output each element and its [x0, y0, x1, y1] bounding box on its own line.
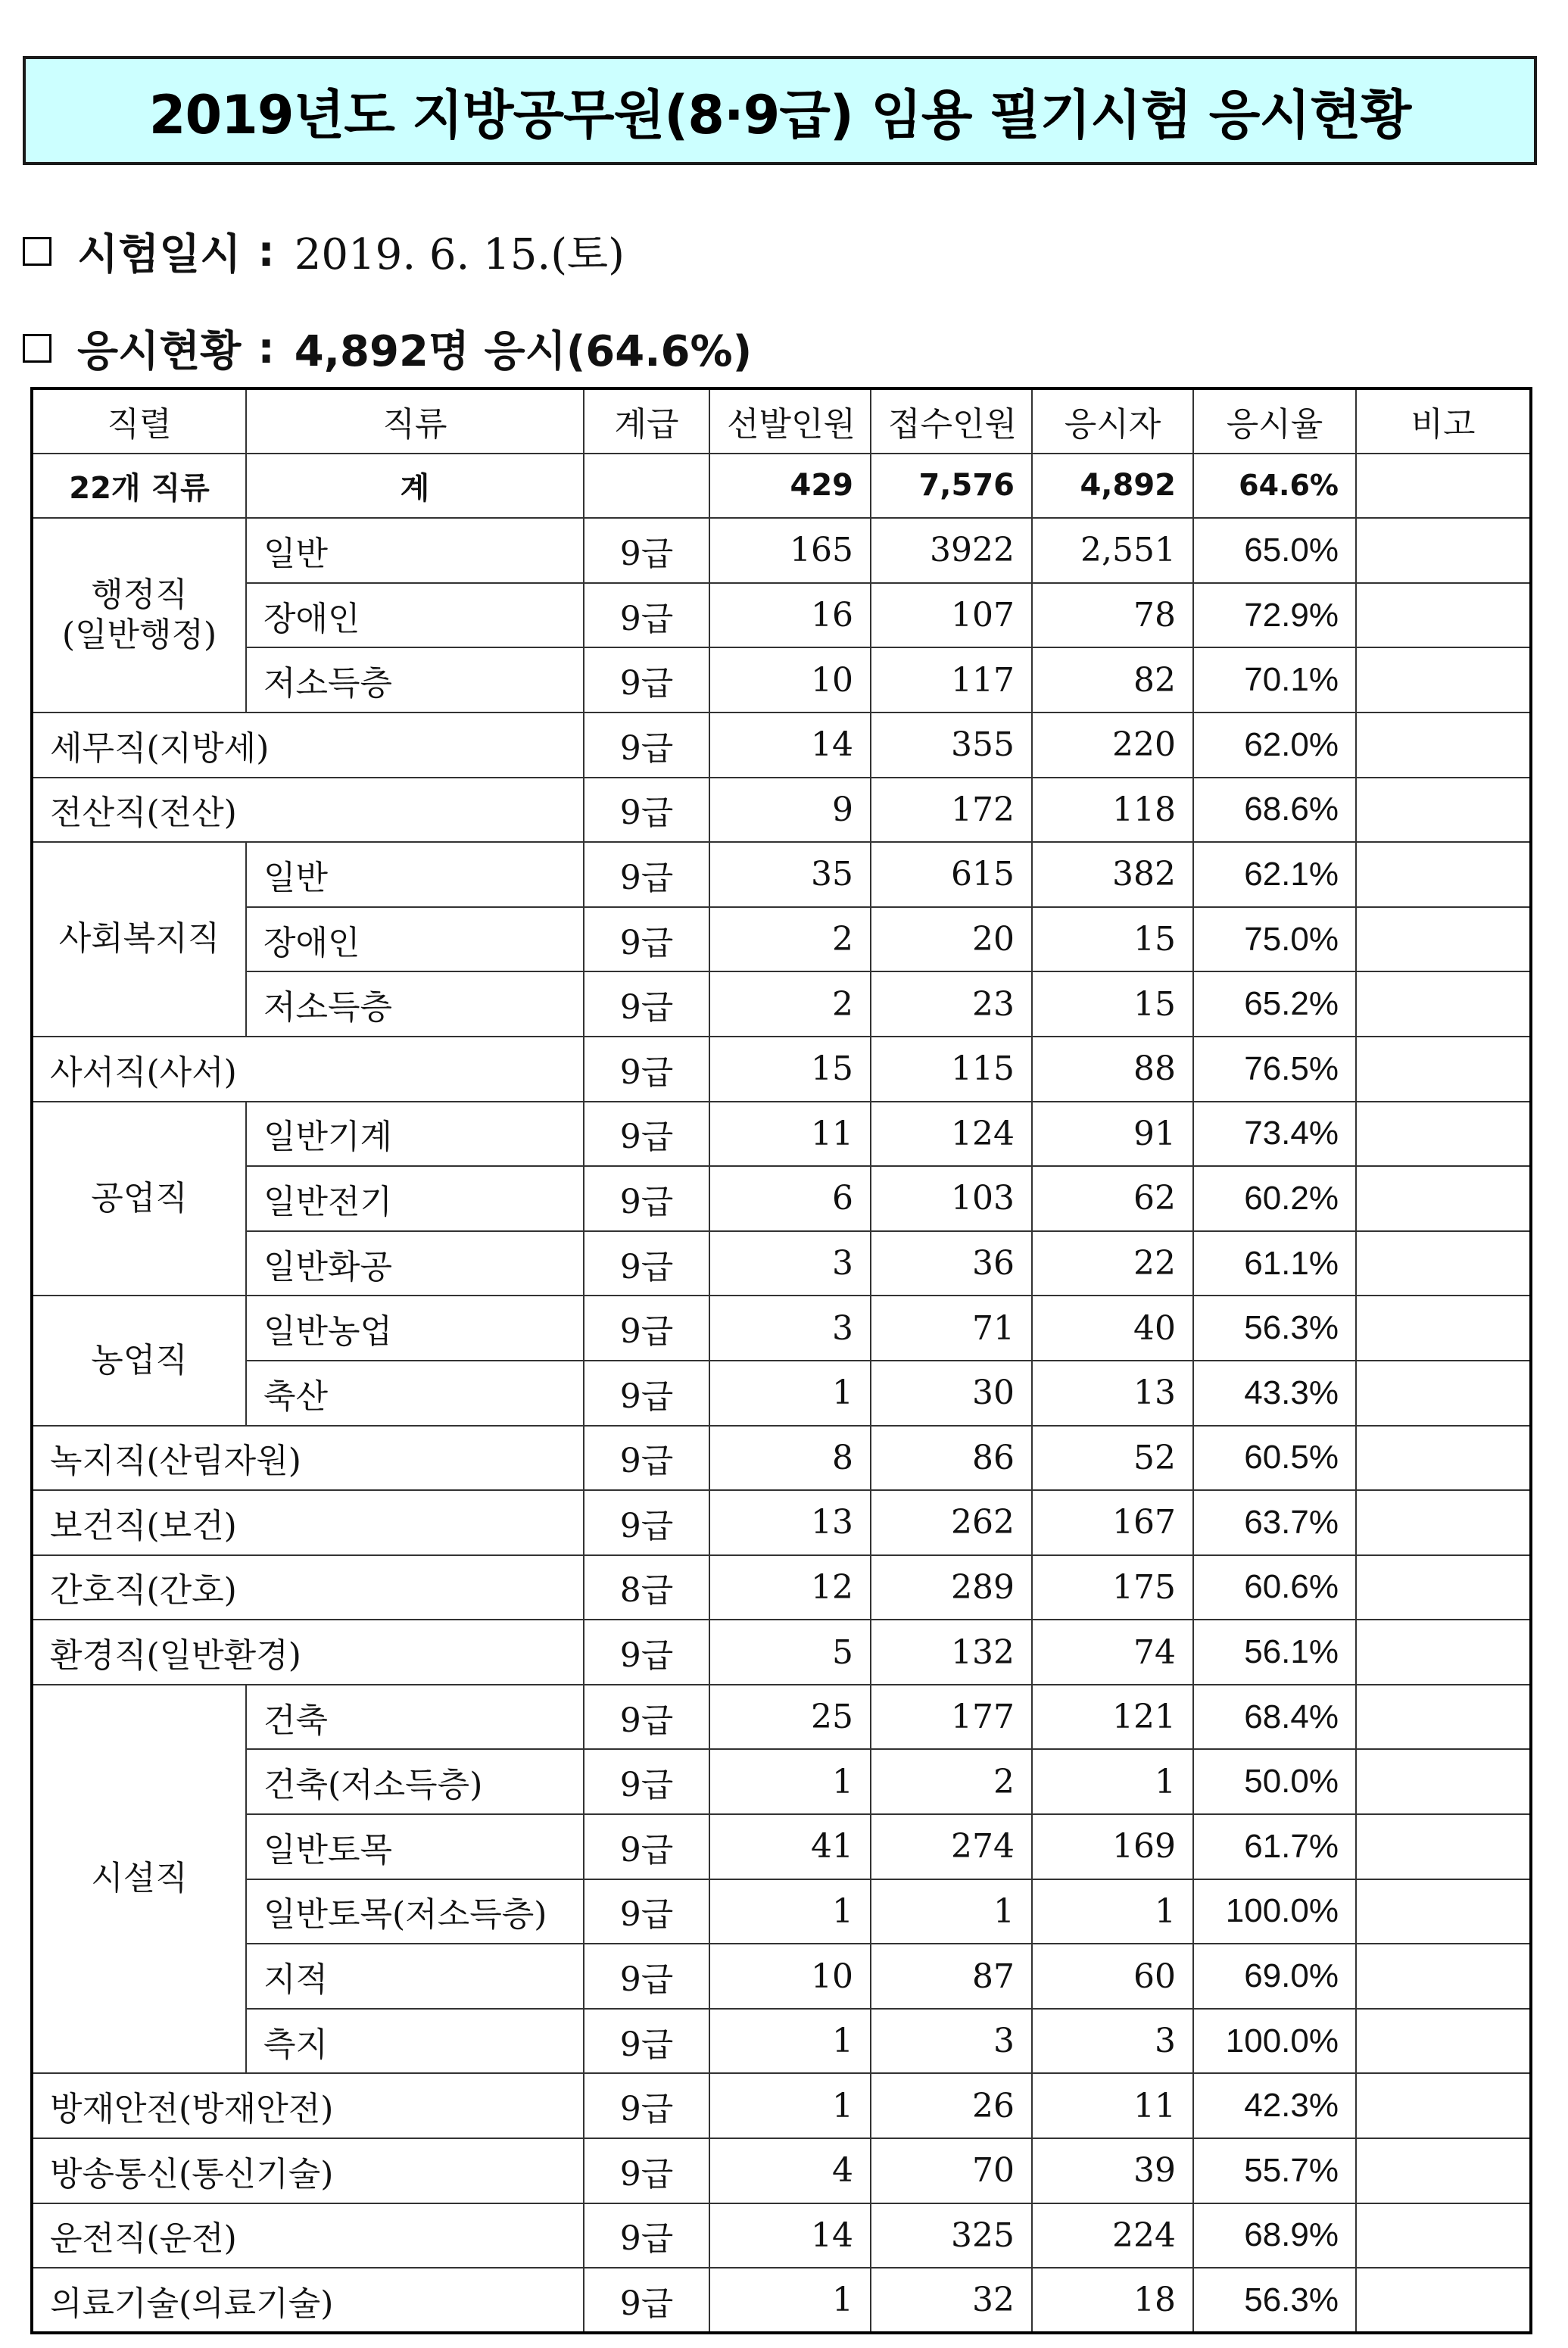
series-class-cell: 환경직(일반환경): [32, 1620, 584, 1685]
rate-cell: 56.3%: [1193, 2268, 1356, 2333]
rate-cell: 50.0%: [1193, 1749, 1356, 1814]
selected-cell: 41: [709, 1814, 871, 1879]
rate-cell: 72.9%: [1193, 583, 1356, 648]
selected-cell: 13: [709, 1490, 871, 1555]
total-note-cell: [1356, 454, 1531, 519]
applied-cell: 115: [871, 1037, 1032, 1102]
note-cell: [1356, 1944, 1531, 2009]
class-cell: 장애인: [246, 583, 584, 648]
note-cell: [1356, 842, 1531, 907]
column-header: 응시자: [1032, 388, 1193, 454]
examinees-cell: 169: [1032, 1814, 1193, 1879]
grade-cell: 9급: [584, 1231, 709, 1296]
total-examinees-cell: 4,892: [1032, 454, 1193, 519]
selected-cell: 1: [709, 2073, 871, 2138]
rate-cell: 76.5%: [1193, 1037, 1356, 1102]
applied-cell: 3: [871, 2009, 1032, 2074]
note-cell: [1356, 518, 1531, 583]
examinees-cell: 88: [1032, 1037, 1193, 1102]
selected-cell: 4: [709, 2138, 871, 2203]
class-cell: 축산: [246, 1361, 584, 1426]
note-cell: [1356, 1166, 1531, 1231]
applied-cell: 3922: [871, 518, 1032, 583]
total-series-cell: 22개 직류: [32, 454, 246, 519]
examinees-cell: 91: [1032, 1102, 1193, 1167]
selected-cell: 2: [709, 971, 871, 1037]
rate-cell: 100.0%: [1193, 1879, 1356, 1944]
note-cell: [1356, 1879, 1531, 1944]
grade-cell: 9급: [584, 842, 709, 907]
applied-cell: 289: [871, 1555, 1032, 1620]
applied-cell: 117: [871, 647, 1032, 713]
exam-status-label: 응시현황: [77, 327, 242, 376]
table-row: [32, 1944, 1531, 2009]
table-row: [32, 907, 1531, 972]
table-row: [32, 1620, 1531, 1685]
rate-cell: 60.2%: [1193, 1166, 1356, 1231]
note-cell: [1356, 1814, 1531, 1879]
grade-cell: 8급: [584, 1555, 709, 1620]
applied-cell: 1: [871, 1879, 1032, 1944]
note-cell: [1356, 713, 1531, 778]
applied-cell: 26: [871, 2073, 1032, 2138]
selected-cell: 1: [709, 2009, 871, 2074]
series-cell: 행정직 (일반행정): [32, 518, 246, 713]
selected-cell: 165: [709, 518, 871, 583]
rate-cell: 65.0%: [1193, 518, 1356, 583]
grade-cell: 9급: [584, 2268, 709, 2333]
note-cell: [1356, 1620, 1531, 1685]
grade-cell: 9급: [584, 1296, 709, 1361]
total-class-cell: 계: [246, 454, 584, 519]
examinees-cell: 1: [1032, 1749, 1193, 1814]
examinees-cell: 82: [1032, 647, 1193, 713]
table-row: [32, 1231, 1531, 1296]
selected-cell: 12: [709, 1555, 871, 1620]
grade-cell: 9급: [584, 2009, 709, 2074]
examinees-cell: 167: [1032, 1490, 1193, 1555]
examinees-cell: 220: [1032, 713, 1193, 778]
class-cell: 측지: [246, 2009, 584, 2074]
grade-cell: 9급: [584, 1879, 709, 1944]
table-row: [32, 518, 1531, 583]
examinees-cell: 15: [1032, 971, 1193, 1037]
examinees-cell: 118: [1032, 778, 1193, 843]
grade-cell: 9급: [584, 2073, 709, 2138]
class-cell: 일반: [246, 518, 584, 583]
rate-cell: 70.1%: [1193, 647, 1356, 713]
grade-cell: 9급: [584, 1037, 709, 1102]
examinees-cell: 52: [1032, 1426, 1193, 1491]
series-class-cell: 녹지직(산림자원): [32, 1426, 584, 1491]
series-class-cell: 세무직(지방세): [32, 713, 584, 778]
class-cell: 일반: [246, 842, 584, 907]
examinees-cell: 13: [1032, 1361, 1193, 1426]
table-row: [32, 1749, 1531, 1814]
applied-cell: 177: [871, 1685, 1032, 1750]
series-class-cell: 방송통신(통신기술): [32, 2138, 584, 2203]
column-header: 직류: [246, 388, 584, 454]
grade-cell: 9급: [584, 2138, 709, 2203]
title-box: [23, 56, 1537, 165]
rate-cell: 63.7%: [1193, 1490, 1356, 1555]
applied-cell: 2: [871, 1749, 1032, 1814]
table-row: [32, 1166, 1531, 1231]
grade-cell: 9급: [584, 1361, 709, 1426]
selected-cell: 1: [709, 2268, 871, 2333]
examinees-cell: 78: [1032, 583, 1193, 648]
selected-cell: 3: [709, 1231, 871, 1296]
table-row: [32, 1555, 1531, 1620]
exam-date-value: 2019. 6. 15.(토): [294, 230, 625, 279]
selected-cell: 14: [709, 713, 871, 778]
note-cell: [1356, 1102, 1531, 1167]
note-cell: [1356, 907, 1531, 972]
grade-cell: 9급: [584, 583, 709, 648]
class-cell: 장애인: [246, 907, 584, 972]
selected-cell: 6: [709, 1166, 871, 1231]
selected-cell: 5: [709, 1620, 871, 1685]
applied-cell: 70: [871, 2138, 1032, 2203]
rate-cell: 56.1%: [1193, 1620, 1356, 1685]
total-row: [32, 454, 1531, 519]
series-class-cell: 운전직(운전): [32, 2203, 584, 2268]
table-header-row: [32, 388, 1531, 454]
column-header: 직렬: [32, 388, 246, 454]
grade-cell: 9급: [584, 778, 709, 843]
rate-cell: 61.7%: [1193, 1814, 1356, 1879]
exam-status-value: 4,892명 응시(64.6%): [294, 327, 753, 376]
grade-cell: 9급: [584, 1620, 709, 1685]
table-row: [32, 842, 1531, 907]
table-row: [32, 2268, 1531, 2333]
class-cell: 건축(저소득층): [246, 1749, 584, 1814]
grade-cell: 9급: [584, 907, 709, 972]
class-cell: 일반전기: [246, 1166, 584, 1231]
exam-date-label: 시험일시: [77, 230, 242, 279]
note-cell: [1356, 1749, 1531, 1814]
note-cell: [1356, 2268, 1531, 2333]
applied-cell: 355: [871, 713, 1032, 778]
examinees-cell: 382: [1032, 842, 1193, 907]
series-cell: 농업직: [32, 1296, 246, 1425]
note-cell: [1356, 1426, 1531, 1491]
note-cell: [1356, 778, 1531, 843]
grade-cell: 9급: [584, 1166, 709, 1231]
grade-cell: 9급: [584, 1685, 709, 1750]
total-selected-cell: 429: [709, 454, 871, 519]
applied-cell: 87: [871, 1944, 1032, 2009]
rate-cell: 60.6%: [1193, 1555, 1356, 1620]
series-class-cell: 방재안전(방재안전): [32, 2073, 584, 2138]
applied-cell: 86: [871, 1426, 1032, 1491]
grade-cell: 9급: [584, 1426, 709, 1491]
class-cell: 일반토목(저소득층): [246, 1879, 584, 1944]
exam-status-table: [30, 387, 1532, 2334]
examinees-cell: 11: [1032, 2073, 1193, 2138]
rate-cell: 100.0%: [1193, 2009, 1356, 2074]
rate-cell: 60.5%: [1193, 1426, 1356, 1491]
column-header: 접수인원: [871, 388, 1032, 454]
applied-cell: 36: [871, 1231, 1032, 1296]
selected-cell: 3: [709, 1296, 871, 1361]
table-row: [32, 1361, 1531, 1426]
applied-cell: 20: [871, 907, 1032, 972]
class-cell: 저소득층: [246, 647, 584, 713]
selected-cell: 35: [709, 842, 871, 907]
document-title: 2019년도 지방공무원(8·9급) 임용 필기시험 응시현황: [148, 83, 1411, 146]
checkbox-square-icon: [23, 334, 51, 363]
note-cell: [1356, 2009, 1531, 2074]
applied-cell: 23: [871, 971, 1032, 1037]
grade-cell: 9급: [584, 2203, 709, 2268]
rate-cell: 62.1%: [1193, 842, 1356, 907]
selected-cell: 16: [709, 583, 871, 648]
examinees-cell: 175: [1032, 1555, 1193, 1620]
applied-cell: 30: [871, 1361, 1032, 1426]
note-cell: [1356, 971, 1531, 1037]
column-header: 계급: [584, 388, 709, 454]
rate-cell: 61.1%: [1193, 1231, 1356, 1296]
rate-cell: 68.4%: [1193, 1685, 1356, 1750]
grade-cell: 9급: [584, 1749, 709, 1814]
class-cell: 일반기계: [246, 1102, 584, 1167]
note-cell: [1356, 1296, 1531, 1361]
note-cell: [1356, 1685, 1531, 1750]
examinees-cell: 224: [1032, 2203, 1193, 2268]
table-row: [32, 1879, 1531, 1944]
rate-cell: 55.7%: [1193, 2138, 1356, 2203]
table-row: [32, 1490, 1531, 1555]
selected-cell: 1: [709, 1361, 871, 1426]
selected-cell: 8: [709, 1426, 871, 1491]
applied-cell: 103: [871, 1166, 1032, 1231]
rate-cell: 65.2%: [1193, 971, 1356, 1037]
note-cell: [1356, 2138, 1531, 2203]
note-cell: [1356, 1361, 1531, 1426]
note-cell: [1356, 1037, 1531, 1102]
grade-cell: 9급: [584, 518, 709, 583]
table-row: [32, 2073, 1531, 2138]
applied-cell: 615: [871, 842, 1032, 907]
class-cell: 일반화공: [246, 1231, 584, 1296]
colon: :: [257, 323, 275, 373]
examinees-cell: 121: [1032, 1685, 1193, 1750]
grade-cell: 9급: [584, 713, 709, 778]
rate-cell: 75.0%: [1193, 907, 1356, 972]
table-row: [32, 1296, 1531, 1361]
table-row: [32, 1814, 1531, 1879]
table-row: [32, 971, 1531, 1037]
examinees-cell: 3: [1032, 2009, 1193, 2074]
note-cell: [1356, 583, 1531, 648]
column-header: 선발인원: [709, 388, 871, 454]
examinees-cell: 18: [1032, 2268, 1193, 2333]
grade-cell: 9급: [584, 1102, 709, 1167]
selected-cell: 1: [709, 1749, 871, 1814]
table-row: [32, 1102, 1531, 1167]
exam-status-line: [23, 318, 752, 379]
selected-cell: 10: [709, 647, 871, 713]
applied-cell: 71: [871, 1296, 1032, 1361]
examinees-cell: 39: [1032, 2138, 1193, 2203]
applied-cell: 172: [871, 778, 1032, 843]
column-header: 응시율: [1193, 388, 1356, 454]
grade-cell: 9급: [584, 1944, 709, 2009]
rate-cell: 73.4%: [1193, 1102, 1356, 1167]
examinees-cell: 40: [1032, 1296, 1193, 1361]
colon: :: [257, 226, 275, 276]
selected-cell: 11: [709, 1102, 871, 1167]
grade-cell: 9급: [584, 971, 709, 1037]
rate-cell: 42.3%: [1193, 2073, 1356, 2138]
selected-cell: 2: [709, 907, 871, 972]
table-row: [32, 713, 1531, 778]
grade-cell: 9급: [584, 1814, 709, 1879]
total-grade-cell: [584, 454, 709, 519]
applied-cell: 107: [871, 583, 1032, 648]
series-class-cell: 의료기술(의료기술): [32, 2268, 584, 2333]
table-row: [32, 1037, 1531, 1102]
note-cell: [1356, 2203, 1531, 2268]
examinees-cell: 74: [1032, 1620, 1193, 1685]
examinees-cell: 1: [1032, 1879, 1193, 1944]
table-row: [32, 647, 1531, 713]
selected-cell: 14: [709, 2203, 871, 2268]
rate-cell: 68.6%: [1193, 778, 1356, 843]
examinees-cell: 62: [1032, 1166, 1193, 1231]
table-row: [32, 778, 1531, 843]
table-row: [32, 1426, 1531, 1491]
series-cell: 공업직: [32, 1102, 246, 1296]
series-class-cell: 사서직(사서): [32, 1037, 584, 1102]
rate-cell: 62.0%: [1193, 713, 1356, 778]
examinees-cell: 2,551: [1032, 518, 1193, 583]
series-class-cell: 보건직(보건): [32, 1490, 584, 1555]
table-row: [32, 2009, 1531, 2074]
table-row: [32, 2138, 1531, 2203]
rate-cell: 56.3%: [1193, 1296, 1356, 1361]
selected-cell: 15: [709, 1037, 871, 1102]
series-cell: 시설직: [32, 1685, 246, 2074]
column-header: 비고: [1356, 388, 1531, 454]
class-cell: 저소득층: [246, 971, 584, 1037]
class-cell: 일반농업: [246, 1296, 584, 1361]
exam-date-line: [23, 221, 625, 282]
applied-cell: 274: [871, 1814, 1032, 1879]
applied-cell: 32: [871, 2268, 1032, 2333]
series-class-cell: 전산직(전산): [32, 778, 584, 843]
selected-cell: 9: [709, 778, 871, 843]
grade-cell: 9급: [584, 1490, 709, 1555]
table-row: [32, 1685, 1531, 1750]
selected-cell: 10: [709, 1944, 871, 2009]
rate-cell: 69.0%: [1193, 1944, 1356, 2009]
note-cell: [1356, 2073, 1531, 2138]
rate-cell: 68.9%: [1193, 2203, 1356, 2268]
applied-cell: 325: [871, 2203, 1032, 2268]
class-cell: 건축: [246, 1685, 584, 1750]
applied-cell: 124: [871, 1102, 1032, 1167]
class-cell: 일반토목: [246, 1814, 584, 1879]
checkbox-square-icon: [23, 237, 51, 266]
table-row: [32, 583, 1531, 648]
note-cell: [1356, 1231, 1531, 1296]
class-cell: 지적: [246, 1944, 584, 2009]
applied-cell: 262: [871, 1490, 1032, 1555]
selected-cell: 1: [709, 1879, 871, 1944]
note-cell: [1356, 647, 1531, 713]
note-cell: [1356, 1490, 1531, 1555]
examinees-cell: 15: [1032, 907, 1193, 972]
rate-cell: 43.3%: [1193, 1361, 1356, 1426]
selected-cell: 25: [709, 1685, 871, 1750]
table-row: [32, 2203, 1531, 2268]
series-cell: 사회복지직: [32, 842, 246, 1037]
total-rate-cell: 64.6%: [1193, 454, 1356, 519]
total-applied-cell: 7,576: [871, 454, 1032, 519]
examinees-cell: 22: [1032, 1231, 1193, 1296]
note-cell: [1356, 1555, 1531, 1620]
applied-cell: 132: [871, 1620, 1032, 1685]
grade-cell: 9급: [584, 647, 709, 713]
examinees-cell: 60: [1032, 1944, 1193, 2009]
series-class-cell: 간호직(간호): [32, 1555, 584, 1620]
